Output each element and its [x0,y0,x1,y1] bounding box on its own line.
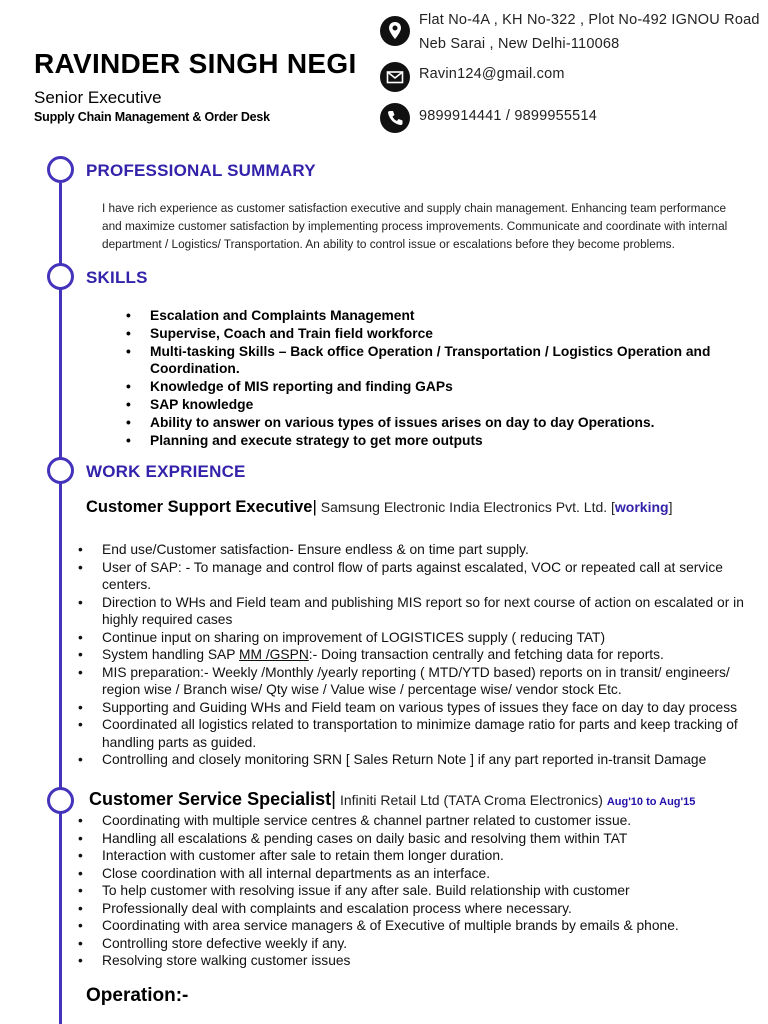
job1-header [86,497,672,517]
duty-item: • Coordinating with area service managers & of Executive of multiple brands by emails & phone. [78,917,758,935]
skill-item: • Multi-tasking Skills – Back office Operation / Transportation / Logistics Operation and Coordination. [126,343,736,379]
job2-dates: Aug'10 to Aug'15 [606,796,696,808]
job2-title: Customer Service Specialist [89,789,332,809]
duty-item: • Close coordination with all internal departments as an interface. [78,865,758,883]
timeline-dot-summary [47,156,74,183]
timeline-dot-skills [47,263,74,290]
duty-item: • User of SAP: - To manage and control flow of parts against escalated, VOC or repeated call at service centers. [78,559,758,594]
phone-icon [380,103,410,133]
skill-item: • SAP knowledge [126,396,736,414]
timeline-dot-job2 [47,787,74,814]
envelope-icon [380,62,410,92]
duty-item: • Coordinated all logistics related to transportation to minimize damage ratio for parts and keep tracking of handling parts as guided. [78,716,758,751]
duty-item: • End use/Customer satisfaction- Ensure endless & on time part supply. [78,541,758,559]
address-line-2: Neb Sarai , New Delhi-110068 [419,36,620,52]
candidate-name: RAVINDER SINGH NEGI [34,48,357,79]
job2-company: Infiniti Retail Ltd (TATA Croma Electronics) [336,792,607,808]
timeline-dot-experience [47,457,74,484]
skills-list [126,307,736,449]
email-link[interactable]: Ravin124@gmail.com [419,66,565,82]
duty-item: • MIS preparation:- Weekly /Monthly /yearly reporting ( MTD/YTD based) reports on in transit/ engineers/ region wise / Branch wise/ Qty wise / Value wise / percentage wise/ vendor stock Etc. [78,664,758,699]
timeline-line [59,183,62,1024]
job2-separator: | [331,789,337,810]
duty-text: System handling SAP [102,647,240,662]
job1-separator: | [312,497,317,516]
phone-numbers: 9899914441 / 9899955514 [419,108,597,124]
duty-item: • Controlling store defective weekly if any. [78,935,758,953]
duty-item [78,646,758,664]
job1-duties [78,541,758,769]
address-line-1: Flat No-4A , KH No-322 , Plot No-492 IGNOU Road [419,12,760,28]
operation-heading: Operation:- [86,985,189,1006]
skills-heading: SKILLS [86,268,148,287]
duty-text-underlined: MM /GSPN [239,647,309,662]
job-title: Senior Executive [34,88,162,107]
skill-item: • Planning and execute strategy to get more outputs [126,432,736,450]
job2-duties [78,812,758,970]
job1-bracket: ] [668,499,673,515]
summary-text: I have rich experience as customer satisfaction executive and supply chain management. Enhancing team performance and maximize customer satisfaction by implementing process improvements. Communicate and coordinate with internal department / Logistics/ Transportation. An ability to control issue or escalations before they become problems. [102,201,728,251]
duty-item: • Handling all escalations & pending cases on daily basic and resolving them within TAT [78,830,758,848]
job-subtitle: Supply Chain Management & Order Desk [34,110,270,124]
duty-item: • Direction to WHs and Field team and publishing MIS report so for next course of action on escalated or in highly required cases [78,594,758,629]
summary-heading: PROFESSIONAL SUMMARY [86,161,316,180]
duty-item: • Supporting and Guiding WHs and Field team on various types of issues they face on day to day process [78,699,758,717]
skill-item: • Ability to answer on various types of issues arises on day to day Operations. [126,414,736,432]
duty-item: • Professionally deal with complaints and escalation process where necessary. [78,900,758,918]
duty-item: • Interaction with customer after sale to retain them longer duration. [78,847,758,865]
job1-status: working [614,499,669,515]
duty-item: • Coordinating with multiple service centres & channel partner related to customer issue. [78,812,758,830]
job2-header [89,789,695,811]
duty-item: • Resolving store walking customer issues [78,952,758,970]
location-pin-icon [380,16,410,46]
duty-item: • To help customer with resolving issue if any after sale. Build relationship with customer [78,882,758,900]
skill-item: • Knowledge of MIS reporting and finding GAPs [126,378,736,396]
skill-item: • Escalation and Complaints Management [126,307,736,325]
duty-item: • Continue input on sharing on improvement of LOGISTICES supply ( reducing TAT) [78,629,758,647]
skill-item: • Supervise, Coach and Train field workforce [126,325,736,343]
experience-heading: WORK EXPRIENCE [86,462,246,481]
duty-item: • Controlling and closely monitoring SRN [ Sales Return Note ] if any part reported in-transit Damage [78,751,758,769]
job1-company: Samsung Electronic India Electronics Pvt. Ltd. [ [316,499,615,515]
job1-title: Customer Support Executive [86,498,313,516]
duty-text: :- Doing transaction centrally and fetching data for reports. [308,647,664,662]
